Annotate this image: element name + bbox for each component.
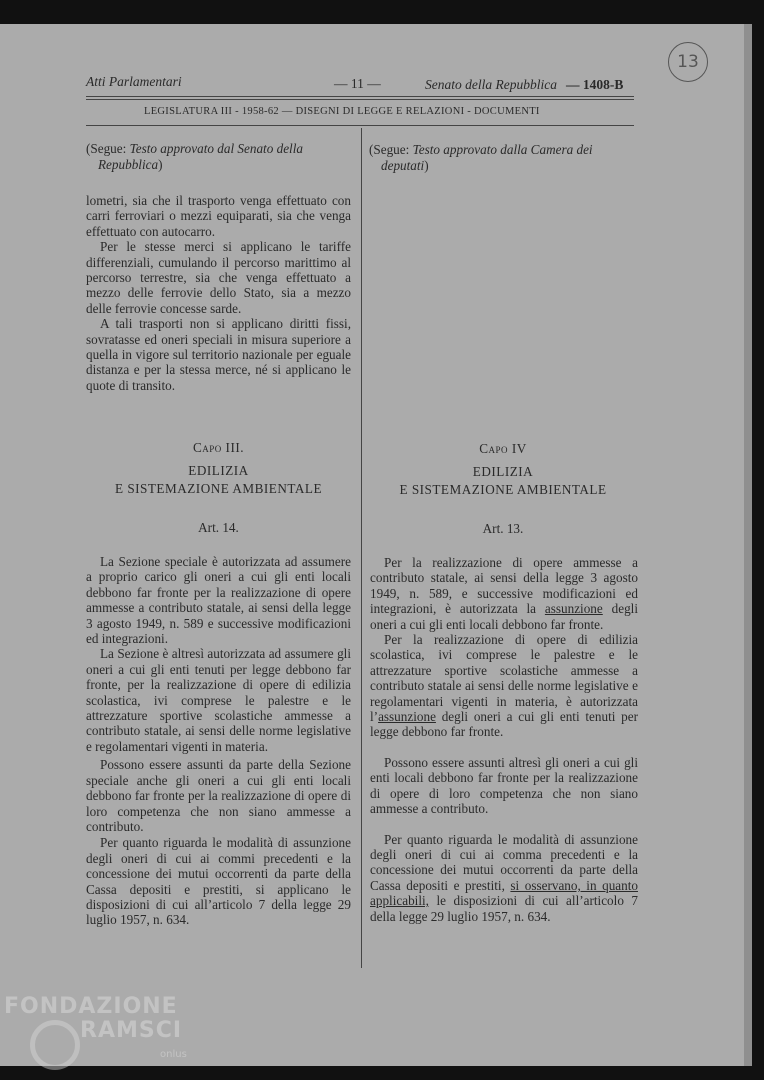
column-divider [361, 128, 362, 968]
subheader-rule [86, 125, 634, 126]
left-segue: (Segue: Testo approvato dal Senato della Repubblica) [86, 141, 303, 172]
right-capo: Capo IV [479, 441, 527, 456]
subheader: LEGISLATURA III - 1958-62 — DISEGNI DI LEGGE E RELAZIONI - DOCUMENTI [144, 106, 540, 117]
right-article: Art. 13. [482, 521, 524, 536]
watermark-logo-g [30, 1020, 80, 1070]
paragraph: A tali trasporti non si applicano diritti fissi, sovratasse ed oneri speciali in misura superiore a quella in vigore sul territorio nazionale per eguale distanza e per la stessa merce, né si applicano le quote di transito. [86, 316, 351, 393]
handwritten-page-annotation: 13 [668, 42, 708, 82]
paragraph: Per quanto riguarda le modalità di assunzione degli oneri di cui ai commi precedenti e la concessione dei mutui occorrenti da parte della Cassa depositi e prestiti, si applicano le disposizioni di cui all’articolo 7 della legge 29 luglio 1957, n. 634. [86, 835, 351, 928]
watermark-line-3: onlus [160, 1049, 187, 1060]
paragraph: Possono essere assunti da parte della Sezione speciale anche gli oneri a cui gli enti locali debbono far fronte per la realizzazione di opere di loro competenza che non siano ammesse a contributo. [86, 757, 351, 834]
watermark-line-2: RAMSCI [80, 1018, 183, 1043]
right-body [370, 555, 638, 924]
left-title-1: EDILIZIA [188, 463, 249, 478]
right-segue: (Segue: Testo approvato dalla Camera dei deputati) [369, 142, 593, 173]
left-capo: Capo III. [192, 440, 245, 455]
paragraph: lometri, sia che il trasporto venga effettuato con carri ferroviari o mezzi equiparati, sia che venga effettuato con autocarro. [86, 193, 351, 239]
left-intro [86, 193, 351, 393]
page-number: — 11 — [334, 76, 381, 91]
page-edge [744, 24, 752, 1066]
right-title-1: EDILIZIA [472, 464, 534, 479]
left-body [86, 554, 351, 928]
header-rule-bottom [86, 99, 634, 100]
watermark-line-1: FONDAZIONE [4, 994, 178, 1019]
right-title-2: E SISTEMAZIONE AMBIENTALE [399, 482, 607, 497]
paragraph: La Sezione speciale è autorizzata ad assumere a proprio carico gli oneri a cui gli enti locali debbono far fronte per la realizzazione di opere ammesse a contributo statale, ai sensi della legge 3 agosto 1949, n. 589 e successive modificazioni ed integrazioni. [86, 554, 351, 647]
header-rule-top [86, 96, 634, 97]
paragraph: Possono essere assunti altresì gli oneri a cui gli enti locali debbono far fronte per la realizzazione di opere di loro competenza che non siano ammesse a contributo. [370, 754, 638, 817]
paragraph: Per la realizzazione di opere ammesse a contributo statale, ai sensi della legge 3 agosto 1949, n. 589, e successive modificazioni ed integrazioni, è autorizzata la assunzione degli oneri a cui gli enti locali debbono far fronte. [370, 555, 638, 632]
left-title-2: E SISTEMAZIONE AMBIENTALE [114, 481, 323, 496]
paragraph: Per la realizzazione di opere di edilizia scolastica, ivi comprese le palestre e le attrezzature sportive scolastiche ammesse a contributo statale ai sensi delle norme legislative e regolamentari vigenti in materia, è autorizzata l’assunzione degli oneri a cui gli enti tenuti per legge debbono far fronte. [370, 632, 638, 740]
header-left: Atti Parlamentari [86, 74, 182, 89]
paragraph: Per quanto riguarda le modalità di assunzione degli oneri di cui ai comma precedenti e la concessione dei mutui occorrenti da parte della Cassa depositi e prestiti, si osservano, in quanto applicabili, le disposizioni di cui all’articolo 7 della legge 29 luglio 1957, n. 634. [370, 831, 638, 924]
paragraph: La Sezione è altresì autorizzata ad assumere gli oneri a cui gli enti tenuti per legge debbono far fronte, per la realizzazione di opere di edilizia scolastica, ivi comprese le palestre e le attrezzature sportive scolastiche ammesse a contributo statale, ai sensi delle norme legislative e regolamentari vigenti in materia. [86, 646, 351, 754]
header-right: Senato della Repubblica [425, 77, 557, 92]
paragraph: Per le stesse merci si applicano le tariffe differenziali, cumulando il percorso marittimo al percorso terrestre, sia che venga effettuato a mezzo delle ferrovie dello Stato, sia a mezzo delle ferrovie concesse sarde. [86, 239, 351, 316]
left-article: Art. 14. [198, 520, 239, 535]
doc-number: — 1408-B [566, 77, 624, 92]
